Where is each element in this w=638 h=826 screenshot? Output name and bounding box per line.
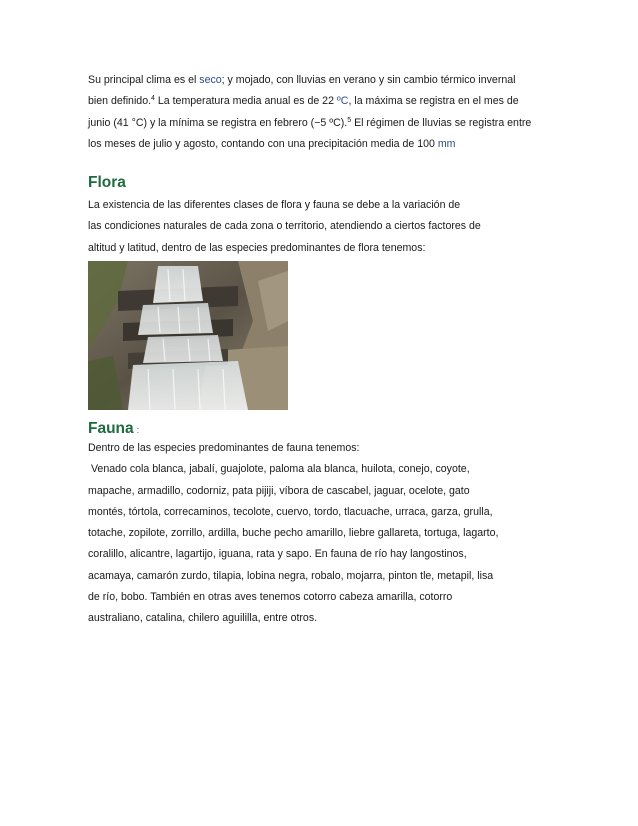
- clima-line-3: [88, 113, 531, 134]
- text: Su principal clima es el: [88, 74, 200, 86]
- fauna-line: Venado cola blanca, jabalí, guajolote, paloma ala blanca, huilota, conejo, coyote,: [88, 463, 470, 476]
- fauna-line: australiano, catalina, chilero aguililla, entre otros.: [88, 612, 318, 625]
- text: junio (41 °C) y la mínima se registra en febrero (−5 ºC).: [88, 116, 348, 129]
- waterfall-image: [88, 261, 288, 410]
- fauna-heading: [88, 420, 139, 438]
- clima-paragraph: [88, 70, 531, 155]
- fauna-title: Fauna: [88, 420, 134, 437]
- clima-line-2: [88, 91, 531, 112]
- fauna-line: de río, bobo. También en otras aves tenemos cotorro cabeza amarilla, cotorro: [88, 591, 453, 604]
- text: , la máxima se registra en el mes de: [348, 95, 519, 108]
- flora-line: las condiciones naturales de cada zona o territorio, atendiendo a ciertos factores de: [88, 220, 481, 233]
- fauna-line: totache, zopilote, zorrillo, ardilla, buche pecho amarillo, liebre gallareta, tortuga, lagarto,: [88, 527, 499, 540]
- mm-link[interactable]: mm: [437, 137, 456, 150]
- text: La temperatura media anual es de 22: [154, 95, 337, 108]
- footnote-5[interactable]: 5: [347, 116, 352, 124]
- clima-line-4: [88, 134, 531, 155]
- fauna-line: coralillo, alicantre, lagartijo, iguana, rata y sapo. En fauna de río hay langostinos,: [88, 548, 467, 561]
- fauna-line: mapache, armadillo, codorniz, pata pijiji, víbora de cascabel, jaguar, ocelote, gato: [88, 484, 470, 497]
- seco-link[interactable]: seco: [199, 74, 222, 86]
- fauna-line: acamaya, camarón zurdo, tilapia, lobina negra, robalo, mojarra, pinton tle, metapil, lisa: [88, 569, 494, 582]
- text: ; y mojado, con lluvias en verano y sin cambio térmico invernal: [221, 74, 516, 86]
- fauna-colon: :: [136, 425, 140, 435]
- text: El régimen de lluvias se registra entre: [351, 116, 532, 129]
- footnote-4[interactable]: 4: [151, 95, 155, 103]
- fauna-line: montés, tórtola, correcaminos, tecolote, cuervo, tordo, tlacuache, urraca, garza, grulla,: [88, 505, 493, 518]
- fauna-paragraph: [88, 438, 498, 630]
- waterfall-illustration: [88, 261, 288, 410]
- text: los meses de julio y agosto, contando con una precipitación media de 100: [88, 137, 438, 150]
- celsius-link[interactable]: ºC: [336, 95, 349, 108]
- flora-line: La existencia de las diferentes clases de flora y fauna se debe a la variación de: [88, 199, 461, 211]
- flora-paragraph: [88, 195, 481, 259]
- clima-line-1: [88, 70, 531, 91]
- flora-line: altitud y latitud, dentro de las especies predominantes de flora tenemos:: [88, 241, 426, 254]
- flora-heading: Flora: [88, 174, 126, 191]
- fauna-line: Dentro de las especies predominantes de fauna tenemos:: [88, 442, 360, 454]
- text: bien definido.: [88, 95, 152, 108]
